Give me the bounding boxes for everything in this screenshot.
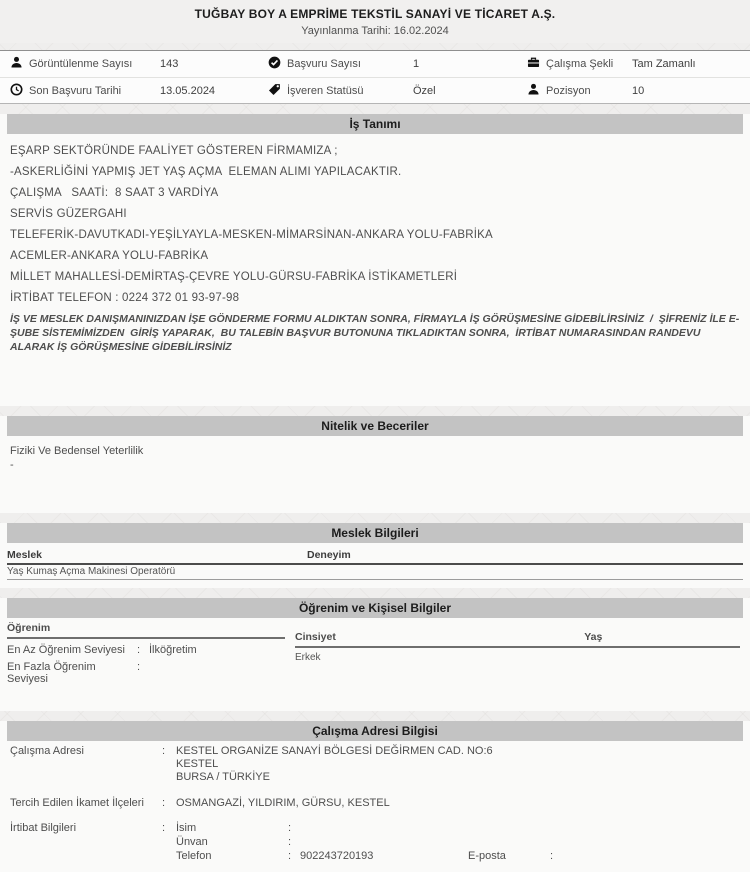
stat-deadline-value: 13.05.2024 [160,84,216,97]
residence-districts-row [0,793,750,809]
personal-info-header [295,631,740,648]
contact-info-label: İrtibat Bilgileri [10,822,77,834]
colon: : [162,745,166,757]
stat-applications-value: 1 [413,58,420,70]
work-address-row [0,741,750,784]
tag-icon [268,83,281,99]
occupation-row-meslek: Yaş Kumaş Açma Makinesi Operatörü [7,566,176,577]
residence-districts-value: OSMANGAZİ, YILDIRIM, GÜRSU, KESTEL [176,797,390,809]
education-min-row [7,644,285,656]
gender-column-label: Cinsiyet [295,631,336,643]
education-min-value: İlköğretim [149,644,197,656]
stat-employer-status-label: İşveren Statüsü [287,84,364,97]
stat-employer-status-value: Özel [413,84,436,97]
contact-info-grid [176,822,740,862]
contact-email-value [562,850,740,862]
stat-employer-status [268,83,413,99]
colon: : [550,850,554,862]
stat-views-value: 143 [160,58,179,70]
spacer [550,836,562,848]
job-description-line: MİLLET MAHALLESİ-DEMİRTAŞ-ÇEVRE YOLU-GÜRSU-FABRİKA İSTİKAMETLERİ [10,271,458,283]
education-max-row [7,661,285,685]
age-column-label: Yaş [584,631,603,643]
job-description-line: SERVİS GÜZERGAHI [10,208,127,220]
qualification-value: - [10,459,14,471]
briefcase-icon [527,56,540,72]
occupation-col-meslek: Meslek [7,549,43,561]
stats-row-1 [0,51,750,77]
education-min-label: En Az Öğrenim Seviyesi [7,644,125,656]
occupation-table-header [7,547,743,565]
stat-work-type-value: Tam Zamanlı [632,58,696,70]
contact-email-label: E-posta [468,850,506,862]
stats-row-2 [0,77,750,103]
job-description-line: ACEMLER-ANKARA YOLU-FABRİKA [10,250,209,262]
job-description-line: -ASKERLİĞİNİ YAPMIŞ JET YAŞ AÇMA ELEMAN ALIMI YAPILACAKTIR. [10,166,402,178]
person-icon [10,56,23,72]
section-header-job-description: İş Tanımı [7,114,743,134]
spacer [468,836,550,848]
qualifications-panel [0,416,750,513]
section-header-education: Öğrenim ve Kişisel Bilgiler [7,598,743,618]
education-left-column [7,622,285,685]
occupation-col-deneyim: Deneyim [307,549,351,561]
work-address-value [176,745,740,784]
stat-position-value: 10 [632,84,645,97]
colon: : [288,836,292,848]
stat-position [527,83,632,99]
personal-info-column [295,622,740,685]
work-address-line-3: BURSA / TÜRKİYE [176,771,270,783]
colon: : [162,797,166,809]
stat-applications-label: Başvuru Sayısı [287,58,361,70]
residence-districts-label: Tercih Edilen İkamet İlçeleri [10,797,144,809]
occupation-panel [0,523,750,588]
clock-icon [10,83,23,99]
education-max-label: En Fazla Öğrenim Seviyesi [7,661,96,685]
published-date: Yayınlanma Tarihi: 16.02.2024 [301,25,449,37]
stats-panel [0,50,750,104]
work-address-label: Çalışma Adresi [10,745,84,757]
job-description-line: EŞARP SEKTÖRÜNDE FAALİYET GÖSTEREN FİRMAMIZA ; [10,145,338,157]
occupation-row-deneyim [307,566,743,577]
table-row [7,565,743,580]
colon: : [137,644,141,656]
stat-deadline-label: Son Başvuru Tarihi [29,84,122,97]
work-address-line-2: KESTEL [176,758,219,770]
spacer [468,822,550,834]
contact-title-value [300,836,468,848]
page-header [0,0,750,43]
job-description-line: ÇALIŞMA SAATİ: 8 SAAT 3 VARDİYA [10,187,219,199]
colon: : [288,850,292,862]
qualification-title: Fiziki Ve Bedensel Yeterlilik [10,445,144,457]
contact-name-label: İsim [176,822,197,834]
stat-applications [268,56,413,72]
education-title: Öğrenim [7,622,285,639]
section-header-qualifications: Nitelik ve Beceriler [7,416,743,436]
stat-views-label: Görüntülenme Sayısı [29,58,133,70]
work-address-line-1: KESTEL ORGANİZE SANAYİ BÖLGESİ DEĞİRMEN CAD. NO:6 [176,745,493,757]
contact-phone-label: Telefon [176,850,212,862]
check-circle-icon [268,56,281,72]
stat-work-type-label: Çalışma Şekli [546,58,614,70]
colon: : [162,822,166,834]
contact-title-label: Ünvan [176,836,208,848]
person-icon [527,83,540,99]
spacer [562,822,740,834]
colon: : [137,661,141,673]
stat-work-type [527,56,632,72]
section-header-work-address: Çalışma Adresi Bilgisi [7,721,743,741]
education-panel [0,598,750,711]
stat-deadline [10,83,160,99]
job-description-line: TELEFERİK-DAVUTKADI-YEŞİLYAYLA-MESKEN-MİMARSİNAN-ANKARA YOLU-FABRİKA [10,229,493,241]
gender-value: Erkek [295,652,321,663]
spacer [562,836,740,848]
company-title: TUĞBAY BOY A EMPRİME TEKSTİL SANAYİ VE TİCARET A.Ş. [194,7,556,21]
education-max-value [149,661,285,685]
spacer [550,822,562,834]
job-description-panel [0,114,750,406]
stat-position-label: Pozisyon [546,84,591,97]
stat-views [10,56,160,72]
job-description-line: İRTİBAT TELEFON : 0224 372 01 93-97-98 [10,292,240,304]
colon: : [288,822,292,834]
section-header-occupation: Meslek Bilgileri [7,523,743,543]
contact-name-value [300,822,468,834]
job-description-note: İŞ VE MESLEK DANIŞMANINIZDAN İŞE GÖNDERME FORMU ALDIKTAN SONRA, FİRMAYLA İŞ GÖRÜŞMESİNE GİDEBİLİRSİNİZ / ŞİFRENİZ İLE E-ŞUBE SİSTEMİMİZDEN GİRİŞ YAPARAK, BU TALEBİN BAŞVUR BUTONUNA TIKLADIKTAN SONRA, İRTİBAT NUMARASINDAN RANDEVU ALARAK İŞ GÖRÜŞMESİNE GİDEBİLİRSİNİZ [10,313,740,353]
contact-info-row [0,818,750,862]
contact-phone-value: 902243720193 [300,850,374,862]
